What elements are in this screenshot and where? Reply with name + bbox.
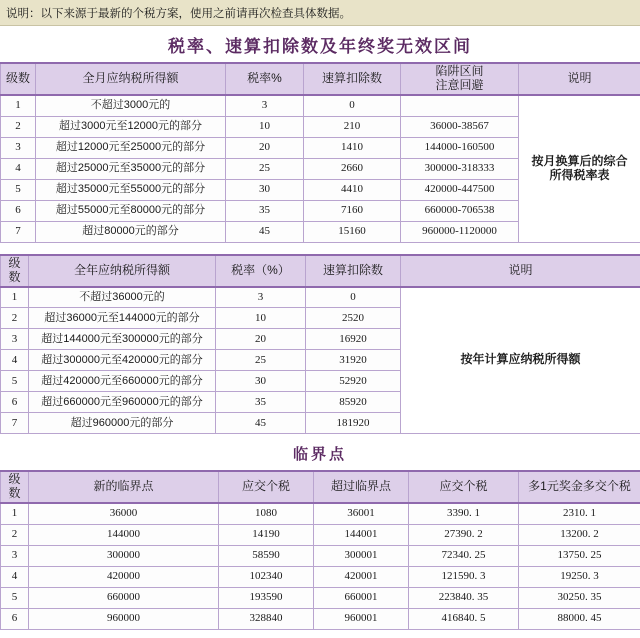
col-header-remark: 说明 — [519, 63, 640, 95]
note-banner-text: 说明：以下来源于最新的个税方案，使用之前请再次检查具体数据。 — [6, 7, 351, 20]
col-header-tax-rate: 税率% — [226, 63, 304, 95]
cell-rate: 30 — [226, 179, 304, 200]
cell-level: 1 — [1, 287, 29, 308]
col-header-level-line2: 数 — [8, 269, 21, 284]
cell-over-point: 300001 — [314, 545, 409, 566]
cell-tax-new: 14190 — [219, 524, 314, 545]
cell-rate: 35 — [216, 392, 306, 413]
cell-extra-tax: 30250. 35 — [519, 587, 640, 608]
critical-point-table — [0, 470, 640, 630]
cell-bracket: 超过660000元至960000元的部分 — [29, 392, 216, 413]
cell-bracket: 超过144000元至300000元的部分 — [29, 329, 216, 350]
cell-tax-over: 72340. 25 — [409, 545, 519, 566]
cell-tax-over: 416840. 5 — [409, 608, 519, 629]
cell-deduction: 210 — [304, 116, 401, 137]
cell-deduction: 181920 — [306, 413, 401, 434]
cell-bracket: 超过35000元至55000元的部分 — [36, 179, 226, 200]
cell-remark-merged: 按年计算应纳税所得额 — [401, 287, 640, 434]
cell-extra-tax: 19250. 3 — [519, 566, 640, 587]
cell-bracket: 超过12000元至25000元的部分 — [36, 137, 226, 158]
cell-level: 6 — [1, 392, 29, 413]
cell-deduction: 52920 — [306, 371, 401, 392]
cell-deduction: 0 — [304, 95, 401, 116]
cell-deduction: 85920 — [306, 392, 401, 413]
cell-rate: 3 — [216, 287, 306, 308]
cell-new-point: 420000 — [29, 566, 219, 587]
col-header-quick-deduction: 速算扣除数 — [306, 255, 401, 287]
cell-bracket: 不超过3000元的 — [36, 95, 226, 116]
cell-over-point: 144001 — [314, 524, 409, 545]
cell-rate: 45 — [226, 221, 304, 242]
cell-trap: 960000-1120000 — [401, 221, 519, 242]
cell-tax-over: 3390. 1 — [409, 503, 519, 524]
cell-tax-new: 102340 — [219, 566, 314, 587]
cell-deduction: 0 — [306, 287, 401, 308]
col-header-level — [1, 471, 29, 503]
cell-new-point: 36000 — [29, 503, 219, 524]
table-row — [1, 95, 640, 116]
cell-level: 5 — [1, 179, 36, 200]
note-banner — [0, 0, 640, 26]
cell-deduction: 4410 — [304, 179, 401, 200]
cell-trap — [401, 95, 519, 116]
cell-new-point: 960000 — [29, 608, 219, 629]
cell-extra-tax: 88000. 45 — [519, 608, 640, 629]
cell-tax-over: 121590. 3 — [409, 566, 519, 587]
cell-bracket: 超过80000元的部分 — [36, 221, 226, 242]
col-header-new-critical-point: 新的临界点 — [29, 471, 219, 503]
table-row — [1, 524, 640, 545]
annual-tax-rate-table — [0, 254, 640, 435]
cell-level: 6 — [1, 608, 29, 629]
cell-level: 4 — [1, 158, 36, 179]
table-row — [1, 545, 640, 566]
cell-level: 1 — [1, 95, 36, 116]
col-header-tax-payable-over: 应交个税 — [409, 471, 519, 503]
cell-rate: 25 — [216, 350, 306, 371]
cell-tax-over: 223840. 35 — [409, 587, 519, 608]
cell-rate: 45 — [216, 413, 306, 434]
cell-rate: 3 — [226, 95, 304, 116]
cell-bracket: 超过25000元至35000元的部分 — [36, 158, 226, 179]
col-header-level-line2: 数 — [8, 486, 21, 500]
cell-tax-new: 193590 — [219, 587, 314, 608]
table-gap-spacer — [0, 243, 640, 254]
table-body — [1, 287, 640, 434]
table-body — [1, 503, 640, 629]
table-row — [1, 503, 640, 524]
cell-bracket: 超过55000元至80000元的部分 — [36, 200, 226, 221]
cell-extra-tax: 13750. 25 — [519, 545, 640, 566]
table-header-row — [1, 255, 640, 287]
cell-trap: 420000-447500 — [401, 179, 519, 200]
section-title-critical-point: 临界点 — [292, 447, 347, 463]
cell-remark-merged — [519, 95, 640, 242]
cell-rate: 20 — [226, 137, 304, 158]
cell-extra-tax: 13200. 2 — [519, 524, 640, 545]
col-header-level — [1, 255, 29, 287]
cell-rate: 25 — [226, 158, 304, 179]
cell-tax-new: 328840 — [219, 608, 314, 629]
cell-level: 3 — [1, 545, 29, 566]
cell-bracket: 超过960000元的部分 — [29, 413, 216, 434]
table-header-row — [1, 471, 640, 503]
cell-level: 3 — [1, 137, 36, 158]
cell-deduction: 2660 — [304, 158, 401, 179]
col-header-tax-rate: 税率（%） — [216, 255, 306, 287]
cell-extra-tax: 2310. 1 — [519, 503, 640, 524]
cell-new-point: 300000 — [29, 545, 219, 566]
remark-line2: 所得税率表 — [549, 167, 610, 182]
cell-bracket: 超过36000元至144000元的部分 — [29, 308, 216, 329]
col-header-annual-taxable-income: 全年应纳税所得额 — [29, 255, 216, 287]
col-header-level: 级数 — [1, 63, 36, 95]
col-header-trap-range-line1: 陷阱区间 — [435, 64, 484, 79]
cell-rate: 35 — [226, 200, 304, 221]
cell-bracket: 超过300000元至420000元的部分 — [29, 350, 216, 371]
table-row — [1, 587, 640, 608]
table-row — [1, 566, 640, 587]
cell-level: 3 — [1, 329, 29, 350]
cell-tax-new: 58590 — [219, 545, 314, 566]
cell-level: 5 — [1, 371, 29, 392]
cell-bracket: 超过3000元至12000元的部分 — [36, 116, 226, 137]
cell-trap: 660000-706538 — [401, 200, 519, 221]
cell-over-point: 420001 — [314, 566, 409, 587]
cell-rate: 30 — [216, 371, 306, 392]
table-header-row — [1, 63, 640, 95]
col-header-level-line1: 级 — [8, 255, 21, 270]
table-row — [1, 608, 640, 629]
monthly-tax-rate-table — [0, 62, 640, 243]
cell-level: 1 — [1, 503, 29, 524]
cell-level: 7 — [1, 413, 29, 434]
cell-trap: 36000-38567 — [401, 116, 519, 137]
table-row — [1, 287, 640, 308]
cell-over-point: 36001 — [314, 503, 409, 524]
col-header-trap-range-line2: 注意回避 — [435, 78, 484, 92]
col-header-over-critical-point: 超过临界点 — [314, 471, 409, 503]
cell-level: 6 — [1, 200, 36, 221]
cell-tax-new: 1080 — [219, 503, 314, 524]
cell-level: 2 — [1, 524, 29, 545]
cell-level: 4 — [1, 350, 29, 371]
cell-rate: 10 — [226, 116, 304, 137]
cell-trap: 300000-318333 — [401, 158, 519, 179]
cell-rate: 20 — [216, 329, 306, 350]
col-header-level-line1: 级 — [8, 472, 21, 487]
table-body — [1, 95, 640, 242]
col-header-monthly-taxable-income: 全月应纳税所得额 — [36, 63, 226, 95]
cell-new-point: 144000 — [29, 524, 219, 545]
cell-deduction: 15160 — [304, 221, 401, 242]
cell-over-point: 660001 — [314, 587, 409, 608]
cell-deduction: 2520 — [306, 308, 401, 329]
cell-new-point: 660000 — [29, 587, 219, 608]
cell-over-point: 960001 — [314, 608, 409, 629]
col-header-quick-deduction: 速算扣除数 — [304, 63, 401, 95]
cell-level: 2 — [1, 308, 29, 329]
remark-line1: 按月换算后的综合 — [531, 153, 628, 168]
cell-tax-over: 27390. 2 — [409, 524, 519, 545]
cell-level: 5 — [1, 587, 29, 608]
cell-level: 2 — [1, 116, 36, 137]
cell-deduction: 31920 — [306, 350, 401, 371]
col-header-remark: 说明 — [401, 255, 640, 287]
cell-bracket: 超过420000元至660000元的部分 — [29, 371, 216, 392]
cell-rate: 10 — [216, 308, 306, 329]
col-header-extra-tax-per-yuan: 多1元奖金多交个税 — [519, 471, 640, 503]
cell-level: 7 — [1, 221, 36, 242]
cell-deduction: 7160 — [304, 200, 401, 221]
cell-level: 4 — [1, 566, 29, 587]
cell-deduction: 16920 — [306, 329, 401, 350]
col-header-trap-range — [401, 63, 519, 95]
cell-deduction: 1410 — [304, 137, 401, 158]
cell-trap: 144000-160500 — [401, 137, 519, 158]
cell-bracket: 不超过36000元的 — [29, 287, 216, 308]
col-header-tax-payable-new: 应交个税 — [219, 471, 314, 503]
section-title-tax-rate: 税率、速算扣除数及年终奖无效区间 — [168, 37, 472, 56]
